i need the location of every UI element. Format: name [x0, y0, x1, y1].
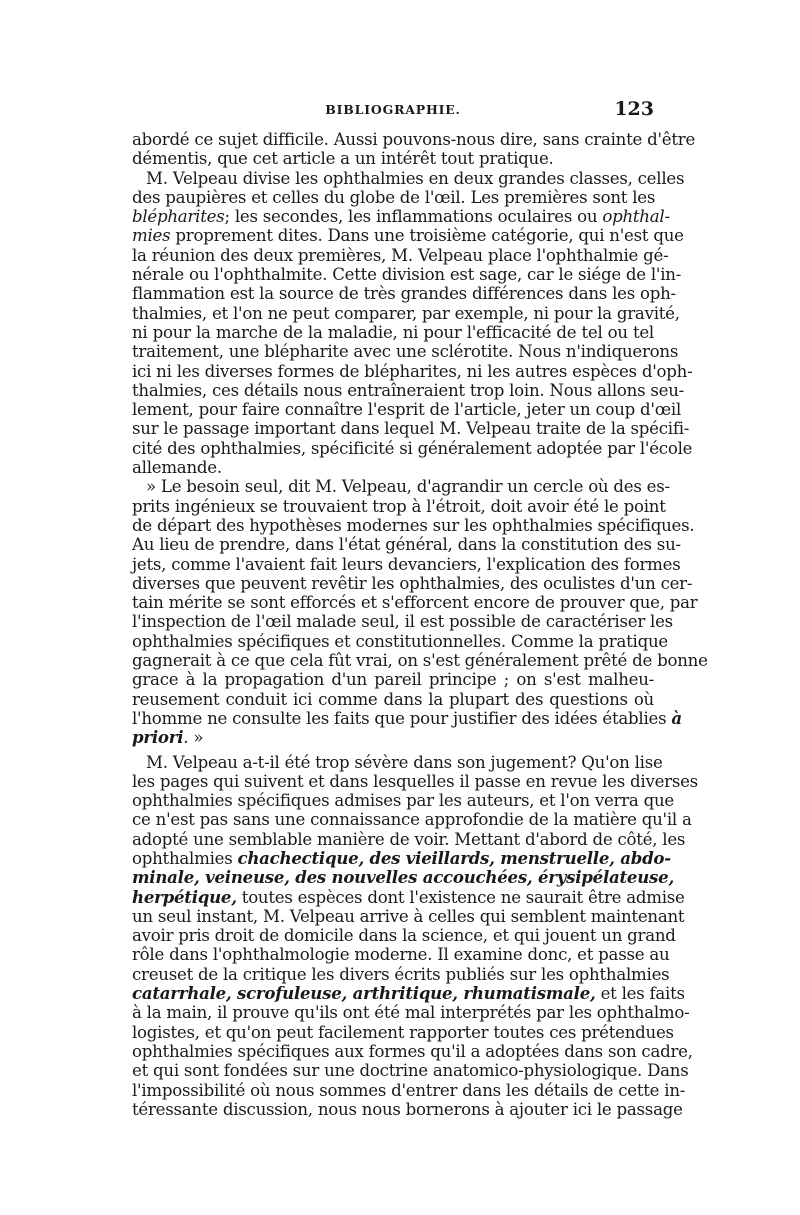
- text-line: [132, 886, 685, 907]
- text-line: [132, 752, 663, 772]
- text-run: ophthalmies spécifiques admises par les auteurs, et l'on verra que: [132, 791, 674, 811]
- text-line: [132, 867, 674, 888]
- text-line: [132, 612, 673, 632]
- text-line: [132, 810, 692, 830]
- text-run: thalmies, ces détails nous entraîneraient trop loin. Nous allons seu-: [132, 380, 685, 400]
- page-number: 123: [614, 98, 654, 120]
- text-line: [132, 651, 708, 671]
- text-line: [132, 670, 654, 689]
- text-run: reusement conduit ici comme dans la plupart des questions où: [132, 689, 654, 709]
- bold-italic-text: priori: [132, 727, 184, 748]
- text-run: ; les secondes, les inflammations oculaires ou: [224, 207, 603, 227]
- text-run: et qui sont fondées sur une doctrine anatomico-physiologique. Dans: [132, 1061, 689, 1081]
- text-line: [132, 847, 671, 868]
- text-line: [132, 149, 654, 168]
- text-run: traitement, une blépharite avec une sclérotite. Nous n'indiquerons: [132, 342, 679, 362]
- text-line: [132, 342, 679, 362]
- text-run: l'inspection de l'œil malade seul, il est possible de caractériser les: [132, 612, 673, 632]
- text-line: [132, 1080, 686, 1100]
- text-run: à la main, il prouve qu'ils ont été mal interprétés par les ophthalmo-: [132, 1003, 690, 1023]
- text-run: la réunion des deux premières, M. Velpeau place l'ophthalmie gé-: [132, 245, 669, 265]
- text-run: . »: [183, 728, 204, 748]
- text-line: [132, 1003, 690, 1023]
- text-run: M. Velpeau divise les ophthalmies en deux grandes classes, celles: [146, 168, 685, 188]
- bold-italic-text: catarrhale, scrofuleuse, arthritique, rhumatismale,: [132, 983, 596, 1004]
- text-run: » Le besoin seul, dit M. Velpeau, d'agrandir un cercle où des es-: [146, 477, 670, 497]
- text-run: diverses que peuvent revêtir les ophthalmies, des oculistes d'un cer-: [132, 573, 693, 593]
- text-run: grace à la propagation d'un pareil principe ; on s'est malheu-: [132, 670, 654, 690]
- text-line: [132, 1099, 683, 1119]
- text-run: des paupières et celles du globe de l'œil. Les premières sont les: [132, 187, 656, 207]
- bold-italic-text: chachectique, des vieillards, menstruelle, abdo-: [237, 847, 671, 868]
- text-line: [132, 419, 690, 439]
- italic-text: blépharites: [132, 207, 225, 227]
- text-run: ni pour la marche de la maladie, ni pour l'efficacité de tel ou tel: [132, 322, 654, 342]
- text-run: Au lieu de prendre, dans l'état général, dans la constitution des su-: [132, 535, 681, 555]
- text-run: flammation est la source de très grandes différences dans les oph-: [132, 284, 676, 304]
- text-line: [132, 707, 682, 728]
- text-run: logistes, et qu'on peut facilement rapporter toutes ces prétendues: [132, 1022, 674, 1042]
- text-line: [132, 791, 674, 811]
- text-run: abordé ce sujet difficile. Aussi pouvons-nous dire, sans crainte d'être: [132, 130, 696, 149]
- text-line: [132, 906, 685, 926]
- text-run: ce n'est pas sans une connaissance approfondie de la matière qu'il a: [132, 810, 692, 830]
- bold-italic-text: herpétique,: [132, 886, 237, 907]
- text-line: [132, 945, 670, 965]
- paragraph: [132, 130, 696, 169]
- text-run: allemande.: [132, 458, 222, 478]
- text-run: ophthalmies: [132, 848, 238, 868]
- text-run: gagnerait à ce que cela fût vrai, on s'est généralement prêté de bonne: [132, 651, 708, 671]
- text-line: [132, 1022, 674, 1042]
- text-line: [132, 130, 696, 149]
- text-line: [132, 438, 693, 458]
- text-run: toutes espèces dont l'existence ne saurait être admise: [236, 887, 685, 907]
- text-run: jets, comme l'avaient fait leurs devanciers, l'explication des formes: [132, 554, 681, 574]
- text-run: de départ des hypothèses modernes sur les ophthalmies spécifiques.: [132, 515, 695, 535]
- text-line: [132, 207, 670, 227]
- text-run: un seul instant, M. Velpeau arrive à celles qui semblent maintenant: [132, 906, 685, 926]
- text-run: rôle dans l'ophthalmologie moderne. Il examine donc, et passe au: [132, 945, 670, 965]
- text-run: cité des ophthalmies, spécificité si généralement adoptée par l'école: [132, 438, 693, 458]
- text-run: ophthalmies spécifiques aux formes qu'il a adoptées dans son cadre,: [132, 1041, 693, 1061]
- text-line: [132, 728, 654, 747]
- italic-text: ophthal-: [602, 207, 670, 227]
- running-head: [132, 98, 654, 122]
- text-line: [132, 226, 684, 246]
- text-line: [132, 631, 668, 651]
- paragraph: [132, 168, 693, 478]
- text-line: [132, 245, 669, 265]
- text-line: [132, 554, 681, 574]
- text-run: tain mérite se sont efforcés et s'efforcent encore de prouver que, par: [132, 593, 698, 613]
- paragraph: [132, 752, 698, 1120]
- text-run: ophthalmies spécifiques et constitutionnelles. Comme la pratique: [132, 631, 668, 651]
- text-line: [132, 400, 682, 420]
- text-line: [132, 926, 676, 946]
- body-text: [132, 130, 708, 1119]
- text-line: [132, 168, 685, 188]
- running-title: BIBLIOGRAPHIE.: [325, 102, 461, 117]
- italic-text: mies: [132, 226, 171, 246]
- text-run: creuset de la critique les divers écrits publiés sur les ophthalmies: [132, 964, 670, 984]
- text-line: [132, 458, 654, 477]
- text-line: [132, 323, 654, 342]
- bold-italic-text: minale, veineuse, des nouvelles accouchées, érysipélateuse,: [132, 867, 674, 888]
- text-run: l'homme ne consulte les faits que pour justifier des idées établies: [132, 708, 672, 728]
- paragraph: [132, 477, 708, 748]
- text-line: [132, 771, 698, 791]
- text-line: [132, 303, 680, 323]
- text-line: [132, 983, 685, 1004]
- text-run: lement, pour faire connaître l'esprit de l'article, jeter un coup d'œil: [132, 400, 682, 420]
- text-line: [132, 573, 693, 593]
- text-run: nérale ou l'ophthalmite. Cette division est sage, car le siége de l'in-: [132, 265, 682, 285]
- text-run: les pages qui suivent et dans lesquelles il passe en revue les diverses: [132, 771, 698, 791]
- text-run: téressante discussion, nous nous bornerons à ajouter ici le passage: [132, 1099, 683, 1119]
- text-line: [132, 361, 693, 381]
- text-run: thalmies, et l'on ne peut comparer, par exemple, ni pour la gravité,: [132, 303, 680, 323]
- text-line: [132, 515, 695, 535]
- text-run: adopté une semblable manière de voir. Mettant d'abord de côté, les: [132, 829, 686, 849]
- text-run: M. Velpeau a-t-il été trop sévère dans son jugement? Qu'on lise: [146, 752, 663, 772]
- text-line: [132, 1061, 689, 1081]
- text-line: [132, 380, 685, 400]
- text-run: l'impossibilité où nous sommes d'entrer dans les détails de cette in-: [132, 1080, 686, 1100]
- text-run: démentis, que cet article a un intérêt tout pratique.: [132, 149, 554, 169]
- text-line: [132, 964, 670, 984]
- text-line: [132, 496, 666, 516]
- text-line: [132, 690, 654, 709]
- text-run: sur le passage important dans lequel M. Velpeau traite de la spécifi-: [132, 419, 690, 439]
- text-line: [132, 284, 676, 304]
- text-line: [132, 535, 681, 555]
- text-line: [132, 188, 654, 207]
- bold-italic-text: à: [671, 707, 682, 728]
- text-run: prits ingénieux se trouvaient trop à l'étroit, doit avoir été le point: [132, 496, 666, 516]
- text-run: ici ni les diverses formes de blépharites, ni les autres espèces d'oph-: [132, 361, 693, 381]
- text-run: proprement dites. Dans une troisième catégorie, qui n'est que: [170, 226, 684, 246]
- text-line: [132, 477, 670, 497]
- text-run: avoir pris droit de domicile dans la science, et qui jouent un grand: [132, 926, 676, 946]
- text-line: [132, 593, 698, 613]
- text-line: [132, 1041, 693, 1061]
- text-line: [132, 829, 686, 849]
- text-run: et les faits: [595, 984, 685, 1004]
- text-line: [132, 265, 682, 285]
